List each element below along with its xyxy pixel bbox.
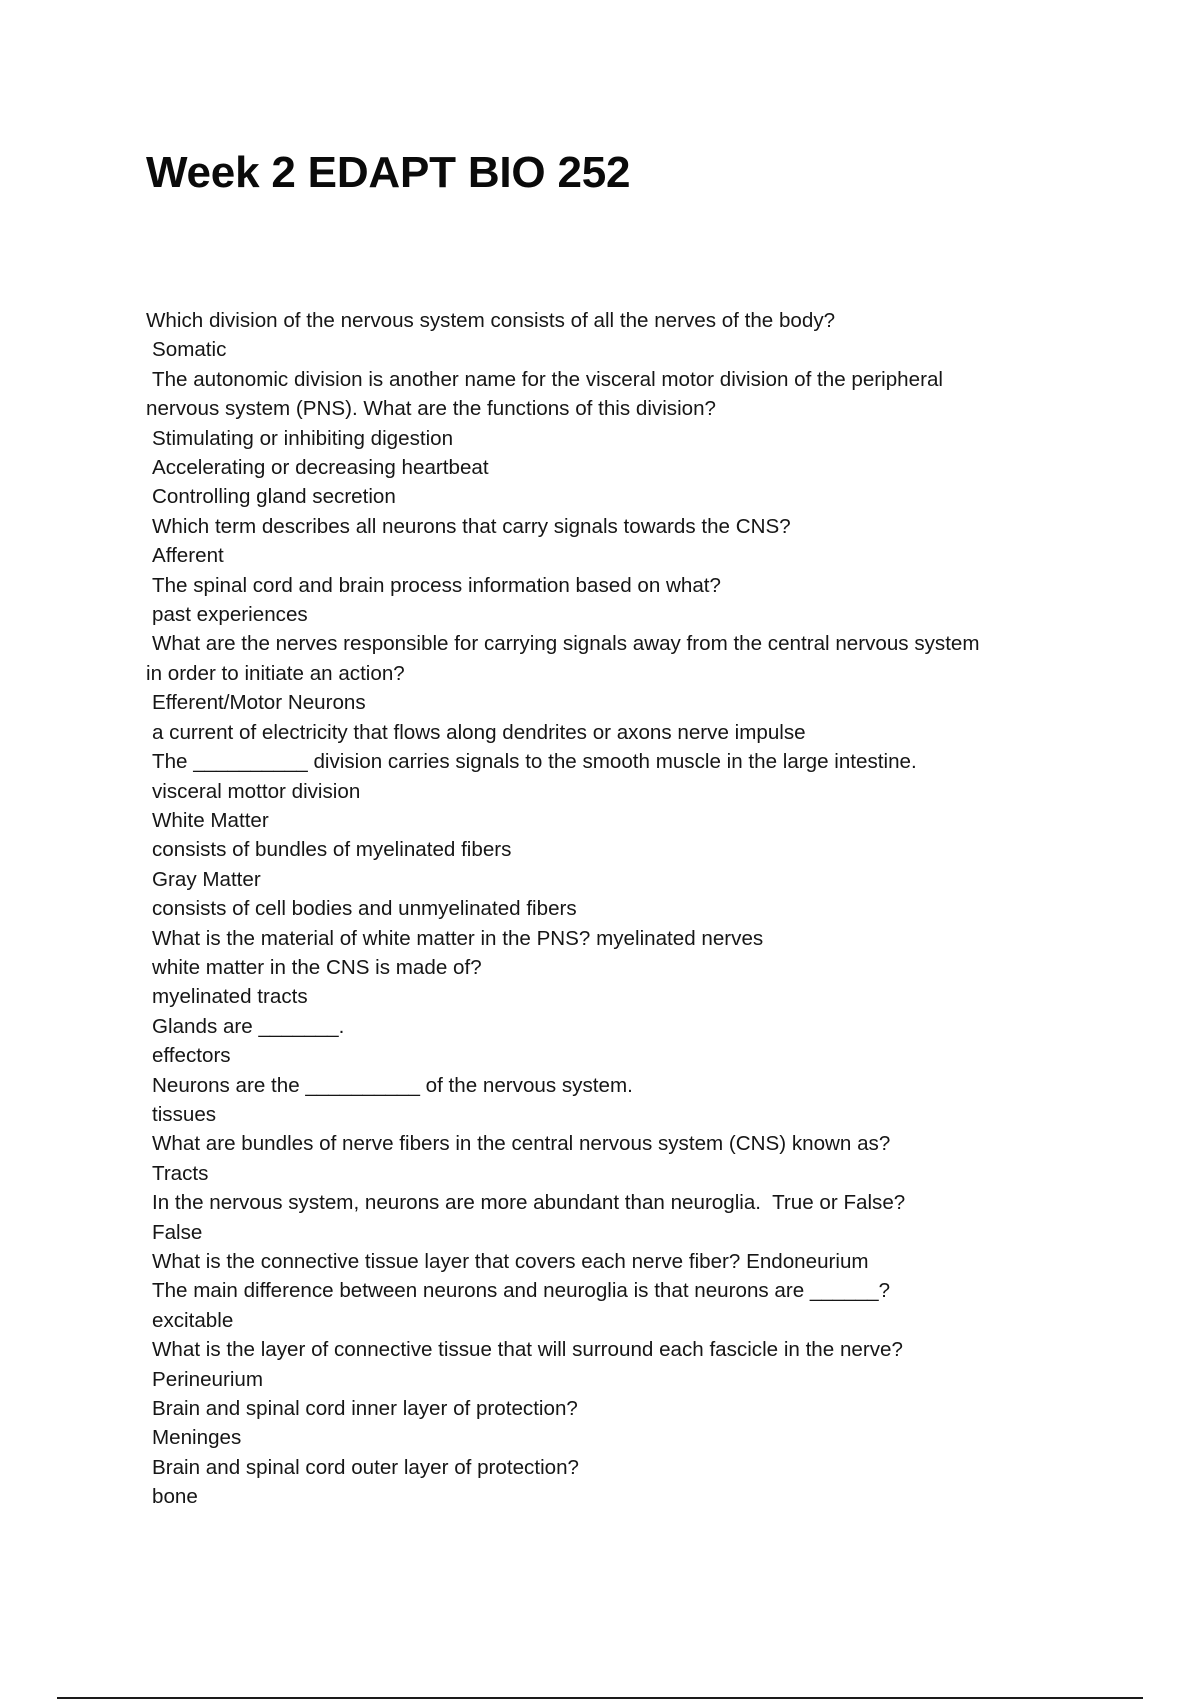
- text-line: In the nervous system, neurons are more abundant than neuroglia. True or False?: [152, 1191, 906, 1215]
- text-line: a current of electricity that flows along dendrites or axons nerve impulse: [152, 720, 806, 744]
- text-line: The autonomic division is another name for the visceral motor division of the peripheral: [152, 367, 943, 391]
- text-line: White Matter: [152, 808, 269, 832]
- text-line: white matter in the CNS is made of?: [152, 955, 482, 979]
- text-line: effectors: [152, 1044, 231, 1068]
- text-line: visceral mottor division: [152, 779, 361, 803]
- text-line: Glands are _______.: [152, 1014, 345, 1038]
- text-line: Stimulating or inhibiting digestion: [152, 426, 454, 450]
- text-line: bone: [152, 1485, 198, 1509]
- document-body: [146, 306, 1066, 1512]
- page-title: Week 2 EDAPT BIO 252: [146, 148, 631, 197]
- text-line: False: [152, 1220, 203, 1244]
- text-line: Afferent: [152, 544, 224, 568]
- text-line: What are the nerves responsible for carrying signals away from the central nervous system: [152, 632, 980, 656]
- text-line: The main difference between neurons and neuroglia is that neurons are ______?: [152, 1279, 891, 1303]
- text-line: What is the material of white matter in the PNS? myelinated nerves: [152, 926, 764, 950]
- text-line: consists of bundles of myelinated fibers: [152, 838, 512, 862]
- text-line: What are bundles of nerve fibers in the central nervous system (CNS) known as?: [152, 1132, 891, 1156]
- text-line: myelinated tracts: [152, 985, 308, 1009]
- text-line: nervous system (PNS). What are the functions of this division?: [146, 397, 716, 421]
- text-line: Which division of the nervous system consists of all the nerves of the body?: [146, 309, 836, 332]
- text-line: Efferent/Motor Neurons: [152, 691, 366, 715]
- text-line: consists of cell bodies and unmyelinated fibers: [152, 897, 577, 921]
- text-line: What is the layer of connective tissue that will surround each fascicle in the nerve?: [152, 1338, 903, 1362]
- text-line: Meninges: [152, 1426, 242, 1450]
- text-line: Somatic: [152, 338, 227, 362]
- text-line: excitable: [152, 1308, 234, 1332]
- text-line: The __________ division carries signals to the smooth muscle in the large intestine.: [152, 750, 917, 774]
- text-line: Tracts: [152, 1161, 209, 1185]
- text-line: Brain and spinal cord inner layer of protection?: [152, 1397, 578, 1421]
- footer-divider: [57, 1697, 1143, 1699]
- text-line: tissues: [152, 1102, 217, 1126]
- text-line: Controlling gland secretion: [152, 485, 396, 509]
- text-line: Brain and spinal cord outer layer of protection?: [152, 1455, 579, 1479]
- text-line: Gray Matter: [152, 867, 261, 891]
- text-line: What is the connective tissue layer that covers each nerve fiber? Endoneurium: [152, 1250, 869, 1273]
- text-line: The spinal cord and brain process information based on what?: [152, 573, 721, 597]
- text-line: Neurons are the __________ of the nervous system.: [152, 1073, 633, 1097]
- text-line: Perineurium: [152, 1367, 264, 1391]
- text-line: in order to initiate an action?: [146, 661, 405, 685]
- text-line: past experiences: [152, 603, 308, 627]
- text-line: Accelerating or decreasing heartbeat: [152, 456, 489, 480]
- text-line: Which term describes all neurons that carry signals towards the CNS?: [152, 514, 791, 538]
